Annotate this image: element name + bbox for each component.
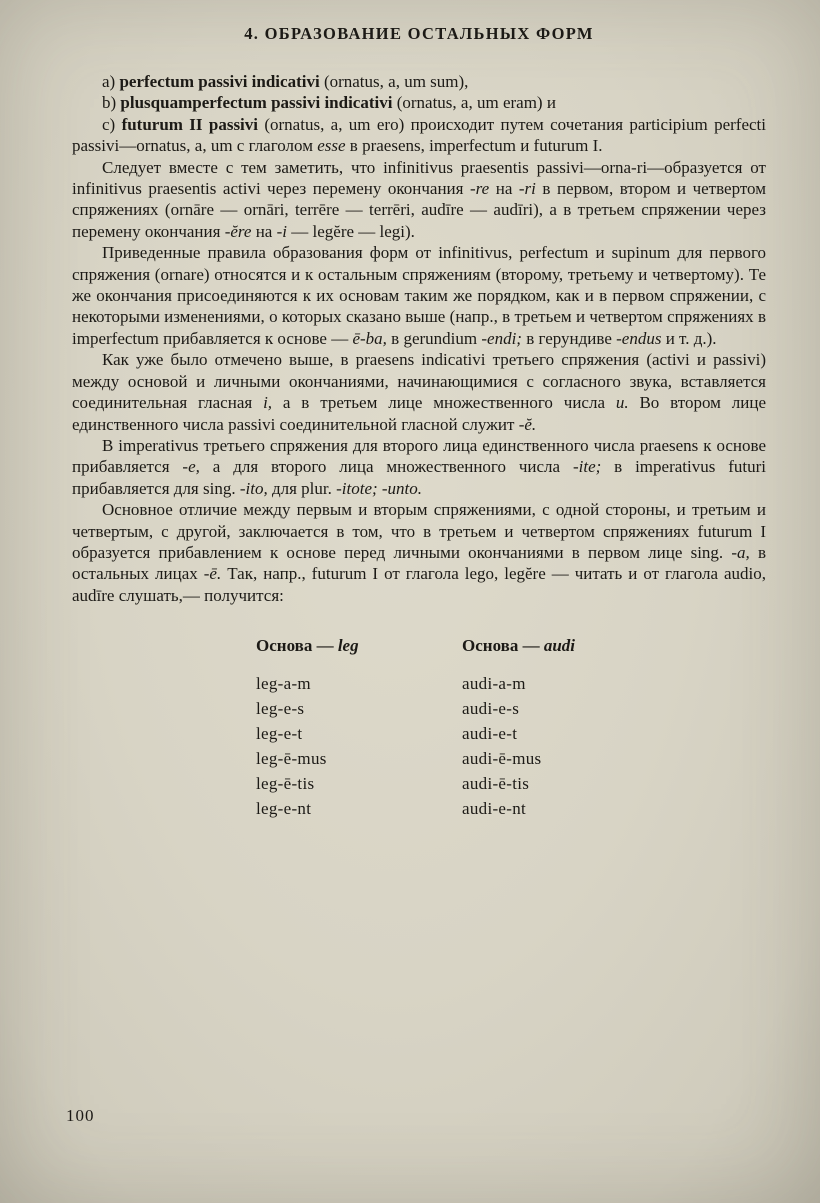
- section-heading: 4. ОБРАЗОВАНИЕ ОСТАЛЬНЫХ ФОРМ: [244, 24, 594, 43]
- table-row: [256, 746, 575, 771]
- text-segment: -ĕre: [224, 221, 252, 241]
- text-segment: в герундиве: [521, 328, 617, 348]
- text-segment: futurum II passivi: [121, 114, 259, 134]
- table-cell: audi-ē-mus: [462, 749, 542, 769]
- table-cell: leg-e-s: [256, 699, 305, 719]
- paragraph: [72, 349, 766, 435]
- table-cell: leg-e-nt: [256, 799, 312, 819]
- text-segment: -ri: [518, 179, 536, 199]
- text-segment: (ornatus, a, um eram) и: [392, 93, 556, 113]
- text-segment: (ornatus, a, um ero) происходит путем сочетания participium perfecti passivi—ornatus, a, um с глаголом: [72, 114, 766, 156]
- text-segment: -a,: [731, 542, 750, 562]
- table-cell: audi-a-m: [462, 674, 526, 694]
- table-body: [256, 671, 575, 821]
- table-cell: audi-e-s: [462, 699, 520, 719]
- text-segment: для plur.: [267, 478, 337, 498]
- paragraph: [72, 499, 766, 606]
- text-segment: -e,: [182, 457, 200, 477]
- text-segment: audi: [543, 636, 576, 656]
- table-row: [256, 771, 575, 796]
- paragraph: [72, 242, 766, 349]
- text-segment: plusquamperfectum passivi indicativi: [120, 93, 393, 113]
- table-row: [256, 796, 575, 821]
- text-segment: (ornatus, a, um sum),: [319, 72, 469, 91]
- text-segment: Основа —: [256, 636, 338, 656]
- text-segment: -endus: [616, 328, 662, 348]
- table-cell: leg-a-m: [256, 674, 311, 694]
- paragraph: [72, 157, 766, 243]
- text-segment: в praesens, imperfectum и futurum I.: [345, 136, 603, 156]
- conjugation-table: [256, 636, 575, 821]
- text-segment: perfectum passivi indicativi: [119, 72, 320, 91]
- table-row: [256, 721, 575, 746]
- text-segment: -i: [276, 221, 287, 241]
- text-segment: и т. д.).: [661, 328, 717, 348]
- paragraph: [72, 71, 766, 92]
- paragraph: [72, 92, 766, 113]
- table-cell: audi-e-t: [462, 724, 518, 744]
- text-segment: i,: [263, 393, 273, 413]
- table-cell: audi-e-nt: [462, 799, 527, 819]
- text-segment: Как уже было отмечено выше, в praesens indicativi третьего спряжения (activi и passivi) между основой и личными окончаниями, начинающимися с согласного звука, вставляется соединительная гласная: [72, 350, 766, 413]
- text-segment: -re: [470, 179, 490, 199]
- text-segment: c): [102, 114, 122, 134]
- table-cell: leg-e-t: [256, 724, 303, 744]
- table-header-audi: [462, 636, 575, 671]
- table-cell: audi-ē-tis: [462, 774, 530, 794]
- table-cell: leg-ē-tis: [256, 774, 315, 794]
- paragraphs: [72, 71, 766, 606]
- text-segment: ē-ba,: [352, 328, 387, 348]
- table-cell: leg-ē-mus: [256, 749, 327, 769]
- text-segment: Так, напр., futurum I от глагола lego, legĕre — читать и от глагола audio, audīre слушать,— получится:: [72, 564, 767, 605]
- table-header-leg: [256, 636, 462, 671]
- table-row: [256, 671, 575, 696]
- text-segment: u.: [615, 393, 629, 413]
- text-segment: В imperativus третьего спряжения для второго лица единственного числа praesens к основе прибавляется: [72, 435, 766, 477]
- text-segment: -ĕ.: [518, 414, 537, 434]
- text-segment: leg: [337, 636, 359, 656]
- text-segment: а для второго лица множественного числа: [199, 457, 573, 477]
- text-segment: на: [489, 179, 519, 199]
- page-number: 100: [66, 1106, 95, 1125]
- text-segment: Основа —: [462, 636, 544, 656]
- text-segment: b): [102, 93, 121, 113]
- text-segment: Приведенные правила образования форм от infinitivus, perfectum и supinum для первого спряжения (ornare) относятся и к остальным спряжениям (второму, третьему и четвертому). Те же окончания присоединяются к их основам таким же порядком, как и в первом спряжении, с некоторыми изменениями, о которых сказано выше (напр., в третьем и четвертом спряжениях в imperfectum прибавляется к основе —: [72, 243, 766, 348]
- text-segment: Основное отличие между первым и вторым спряжениями, с одной стороны, и третьим и четвертым, с другой, заключается в том, что в третьем и четвертом спряжениях futurum I образуется прибавлением к основе перед личными окончаниями в первом лице sing.: [72, 500, 766, 562]
- text-segment: в первом, втором и четвертом спряжениях (ornāre — ornāri, terrēre — terrēri, audīre — audīri), а в третьем спряжении через перемену окончания: [72, 179, 766, 241]
- text-segment: в остальных лицах: [72, 542, 766, 584]
- text-segment: -ito,: [239, 478, 268, 498]
- paragraph: [72, 114, 766, 157]
- page-text: [72, 24, 766, 821]
- text-segment: Во втором лице единственного числа passivi соединительной гласной служит: [72, 393, 766, 434]
- table-header-row: [256, 636, 575, 671]
- text-segment: в gerundium: [386, 328, 482, 348]
- text-segment: a): [102, 72, 120, 91]
- table-head: [256, 636, 575, 671]
- paragraph: [72, 435, 766, 499]
- text-segment: -ē.: [203, 564, 222, 584]
- text-segment: — legĕre — legi).: [287, 221, 415, 241]
- text-segment: Следует вместе с тем заметить, что infinitivus praesentis passivi—orna-ri—образуется от infinitivus praesentis activi через перемену окончания: [72, 157, 766, 199]
- text-segment: -itote; -unto.: [336, 478, 423, 498]
- text-segment: esse: [317, 136, 346, 156]
- text-segment: в imperativus futuri прибавляется для sing.: [72, 457, 766, 498]
- text-segment: -ite;: [572, 457, 602, 477]
- text-segment: а в третьем лице множественного числа: [272, 393, 616, 413]
- text-segment: -endi;: [481, 328, 522, 348]
- table-row: [256, 696, 575, 721]
- text-segment: на: [251, 221, 277, 241]
